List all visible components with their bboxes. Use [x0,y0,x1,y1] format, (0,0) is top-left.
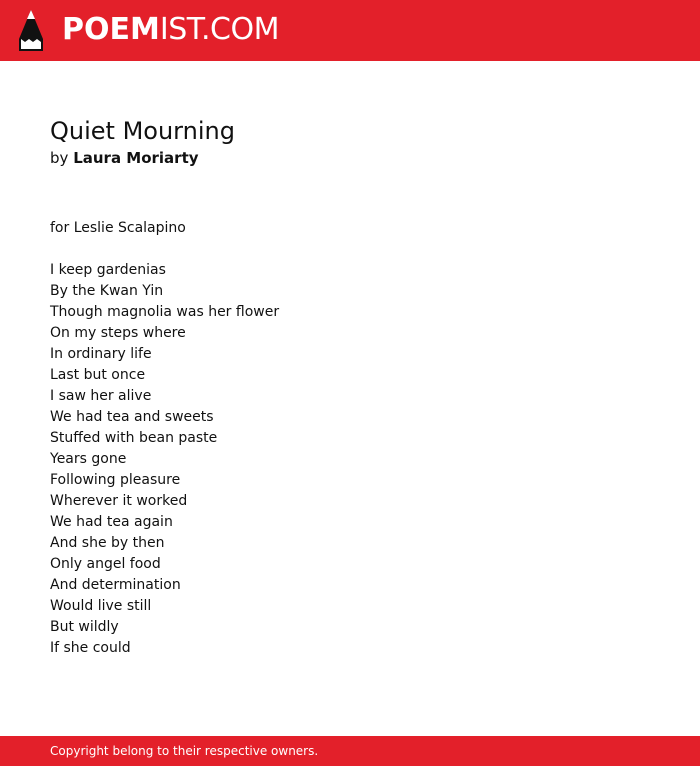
poem-line: Years gone [50,451,127,467]
poem-dedication: for Leslie Scalapino [50,220,186,236]
poem-line: But wildly [50,619,119,635]
site-logo[interactable] [62,12,279,48]
poem-line: And determination [50,577,181,593]
poem-line: I keep gardenias [50,262,166,278]
poem-line: Only angel food [50,556,161,572]
poem-line: Stuffed with bean paste [50,430,218,446]
logo-text-light: IST.COM [159,12,279,47]
poem-line: We had tea again [50,514,173,530]
poem-line: We had tea and sweets [50,409,214,425]
poem-body [50,260,650,659]
poem-line: Following pleasure [50,472,181,488]
poem-line: And she by then [50,535,165,551]
by-label: by [50,149,69,167]
pencil-icon[interactable] [17,9,45,52]
poem-line: I saw her alive [50,388,152,404]
site-footer [0,736,700,766]
site-header [0,0,700,61]
logo-text-bold: POEM [62,12,160,47]
poem-content [50,114,650,659]
byline [50,148,650,169]
poem-line: By the Kwan Yin [50,283,164,299]
poem-line: Though magnolia was her flower [50,304,280,320]
copyright-text: Copyright belong to their respective owners. [50,744,319,758]
poem-line: Wherever it worked [50,493,188,509]
poem-line: Would live still [50,598,152,614]
poem-line: If she could [50,640,131,656]
poem-author[interactable]: Laura Moriarty [73,149,199,167]
poem-line: On my steps where [50,325,186,341]
poem-line: In ordinary life [50,346,152,362]
poem-line: Last but once [50,367,146,383]
poem-title: Quiet Mourning [50,117,235,145]
